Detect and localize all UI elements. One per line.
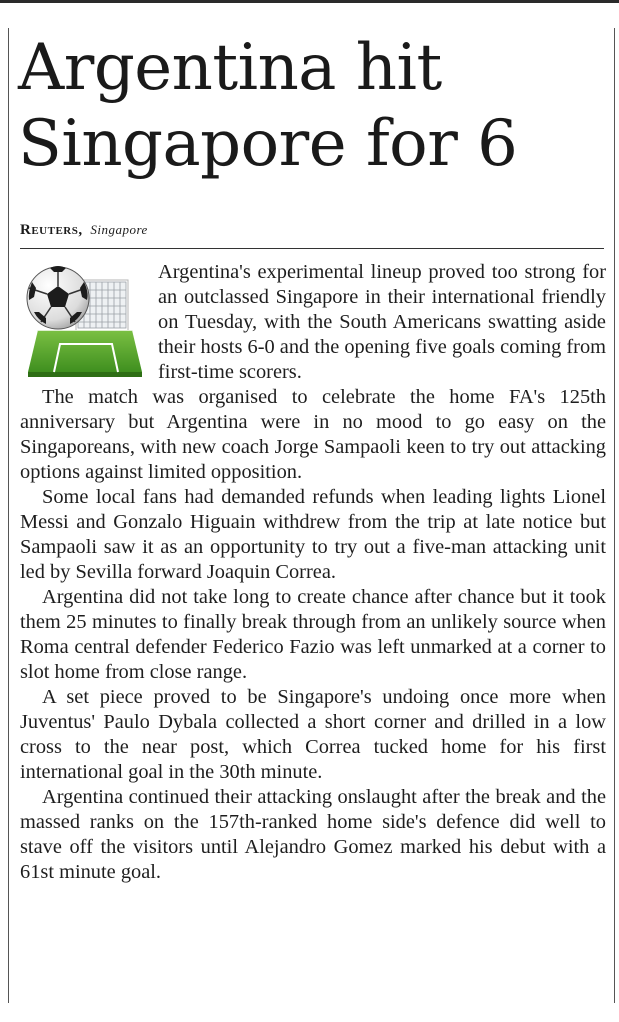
right-column-rule bbox=[614, 28, 615, 1003]
byline-city: Singapore bbox=[90, 222, 148, 237]
article-paragraph: Argentina's experimental lineup proved too strong for an outclassed Singapore in their international friendly on Tuesday, with the South Americans swatting aside their hosts 6-0 and the opening five goals coming from first-time scorers. bbox=[158, 261, 606, 383]
illustration-spacer bbox=[20, 260, 158, 382]
top-rule bbox=[0, 0, 619, 3]
article-paragraph: Argentina continued their attacking onslaught after the break and the massed ranks on the 157th-ranked home side's defence did well to stave off the visitors until Alejandro Gomez marked his debut with a 61st minute goal. bbox=[20, 786, 606, 883]
article-paragraph: Some local fans had demanded refunds when leading lights Lionel Messi and Gonzalo Higuain withdrew from the trip at late notice but Sampaoli saw it as an opportunity to try out a five-man attacking unit led by Sevilla forward Joaquin Correa. bbox=[20, 486, 606, 583]
article-paragraph: Argentina did not take long to create chance after chance but it took them 25 minutes to finally break through from an unlikely source when Roma central defender Federico Fazio was left unmarked at a corner to slot home from close range. bbox=[20, 586, 606, 683]
left-column-rule bbox=[8, 28, 9, 1003]
byline-rule bbox=[20, 248, 604, 249]
byline bbox=[20, 222, 148, 239]
article-body bbox=[20, 260, 606, 885]
article-paragraph: A set piece proved to be Singapore's undoing once more when Juventus' Paulo Dybala collected a short corner and drilled in a low cross to the near post, which Correa tucked home for his first international goal in the 30th minute. bbox=[20, 686, 606, 783]
headline: Argentina hit Singapore for 6 bbox=[18, 31, 518, 181]
article-paragraph: The match was organised to celebrate the home FA's 125th anniversary but Argentina were in no mood to go easy on the Singaporeans, with new coach Jorge Sampaoli keen to try out attacking options against limited opposition. bbox=[20, 386, 606, 483]
byline-agency: Reuters, bbox=[20, 222, 83, 238]
